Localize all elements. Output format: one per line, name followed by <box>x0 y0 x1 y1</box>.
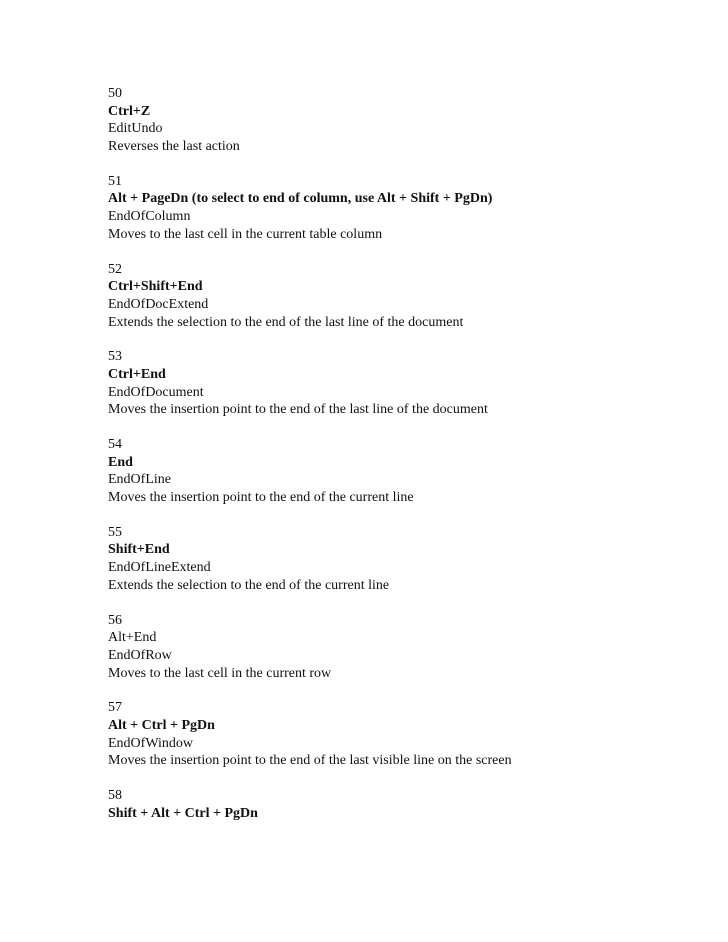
shortcut-entry <box>108 612 708 683</box>
entry-description: Moves the insertion point to the end of the current line <box>108 490 414 506</box>
entry-description: Moves the insertion point to the end of the last line of the document <box>108 402 488 418</box>
entry-command: EndOfLineExtend <box>108 560 211 576</box>
entry-shortcut: Alt + Ctrl + PgDn <box>108 717 215 733</box>
entry-command: EditUndo <box>108 121 163 137</box>
entry-shortcut: Ctrl+Shift+End <box>108 279 203 295</box>
shortcut-entry <box>108 85 708 156</box>
entry-description: Extends the selection to the end of the last line of the document <box>108 314 464 330</box>
entry-command: EndOfDocExtend <box>108 296 209 312</box>
entry-command: EndOfDocument <box>108 384 204 400</box>
entry-shortcut: Shift+End <box>108 542 170 558</box>
entry-description: Reverses the last action <box>108 139 240 155</box>
entry-number: 50 <box>108 86 122 101</box>
entry-description: Moves to the last cell in the current table column <box>108 226 383 242</box>
document-page <box>108 85 708 839</box>
entry-number: 52 <box>108 261 122 277</box>
entry-shortcut: End <box>108 454 133 470</box>
shortcut-entry <box>108 173 708 244</box>
entry-description: Extends the selection to the end of the current line <box>108 577 390 593</box>
entry-number: 57 <box>108 700 122 716</box>
entry-number: 56 <box>108 612 122 628</box>
entry-description: Moves to the last cell in the current row <box>108 665 332 681</box>
entry-number: 58 <box>108 788 122 803</box>
entry-command: EndOfColumn <box>108 209 191 225</box>
shortcut-entry <box>108 524 708 595</box>
entry-shortcut: Alt + PageDn (to select to end of column, use Alt + Shift + PgDn) <box>108 191 493 207</box>
entry-command: EndOfWindow <box>108 735 193 751</box>
entry-number: 55 <box>108 524 122 540</box>
entry-number: 51 <box>108 173 122 189</box>
entry-shortcut: Ctrl+End <box>108 366 166 382</box>
entry-command: EndOfLine <box>108 472 171 488</box>
shortcut-entry <box>108 436 708 507</box>
entry-command: EndOfRow <box>108 647 172 663</box>
shortcut-entry <box>108 787 708 822</box>
shortcut-entry <box>108 348 708 419</box>
entry-number: 54 <box>108 437 122 452</box>
shortcut-entry <box>108 699 708 770</box>
shortcut-entry <box>108 261 708 332</box>
entry-description: Moves the insertion point to the end of the last visible line on the screen <box>108 753 512 769</box>
entry-shortcut: Shift + Alt + Ctrl + PgDn <box>108 805 258 821</box>
entry-number: 53 <box>108 349 122 365</box>
entry-shortcut: Alt+End <box>108 630 157 646</box>
entry-shortcut: Ctrl+Z <box>108 103 151 119</box>
